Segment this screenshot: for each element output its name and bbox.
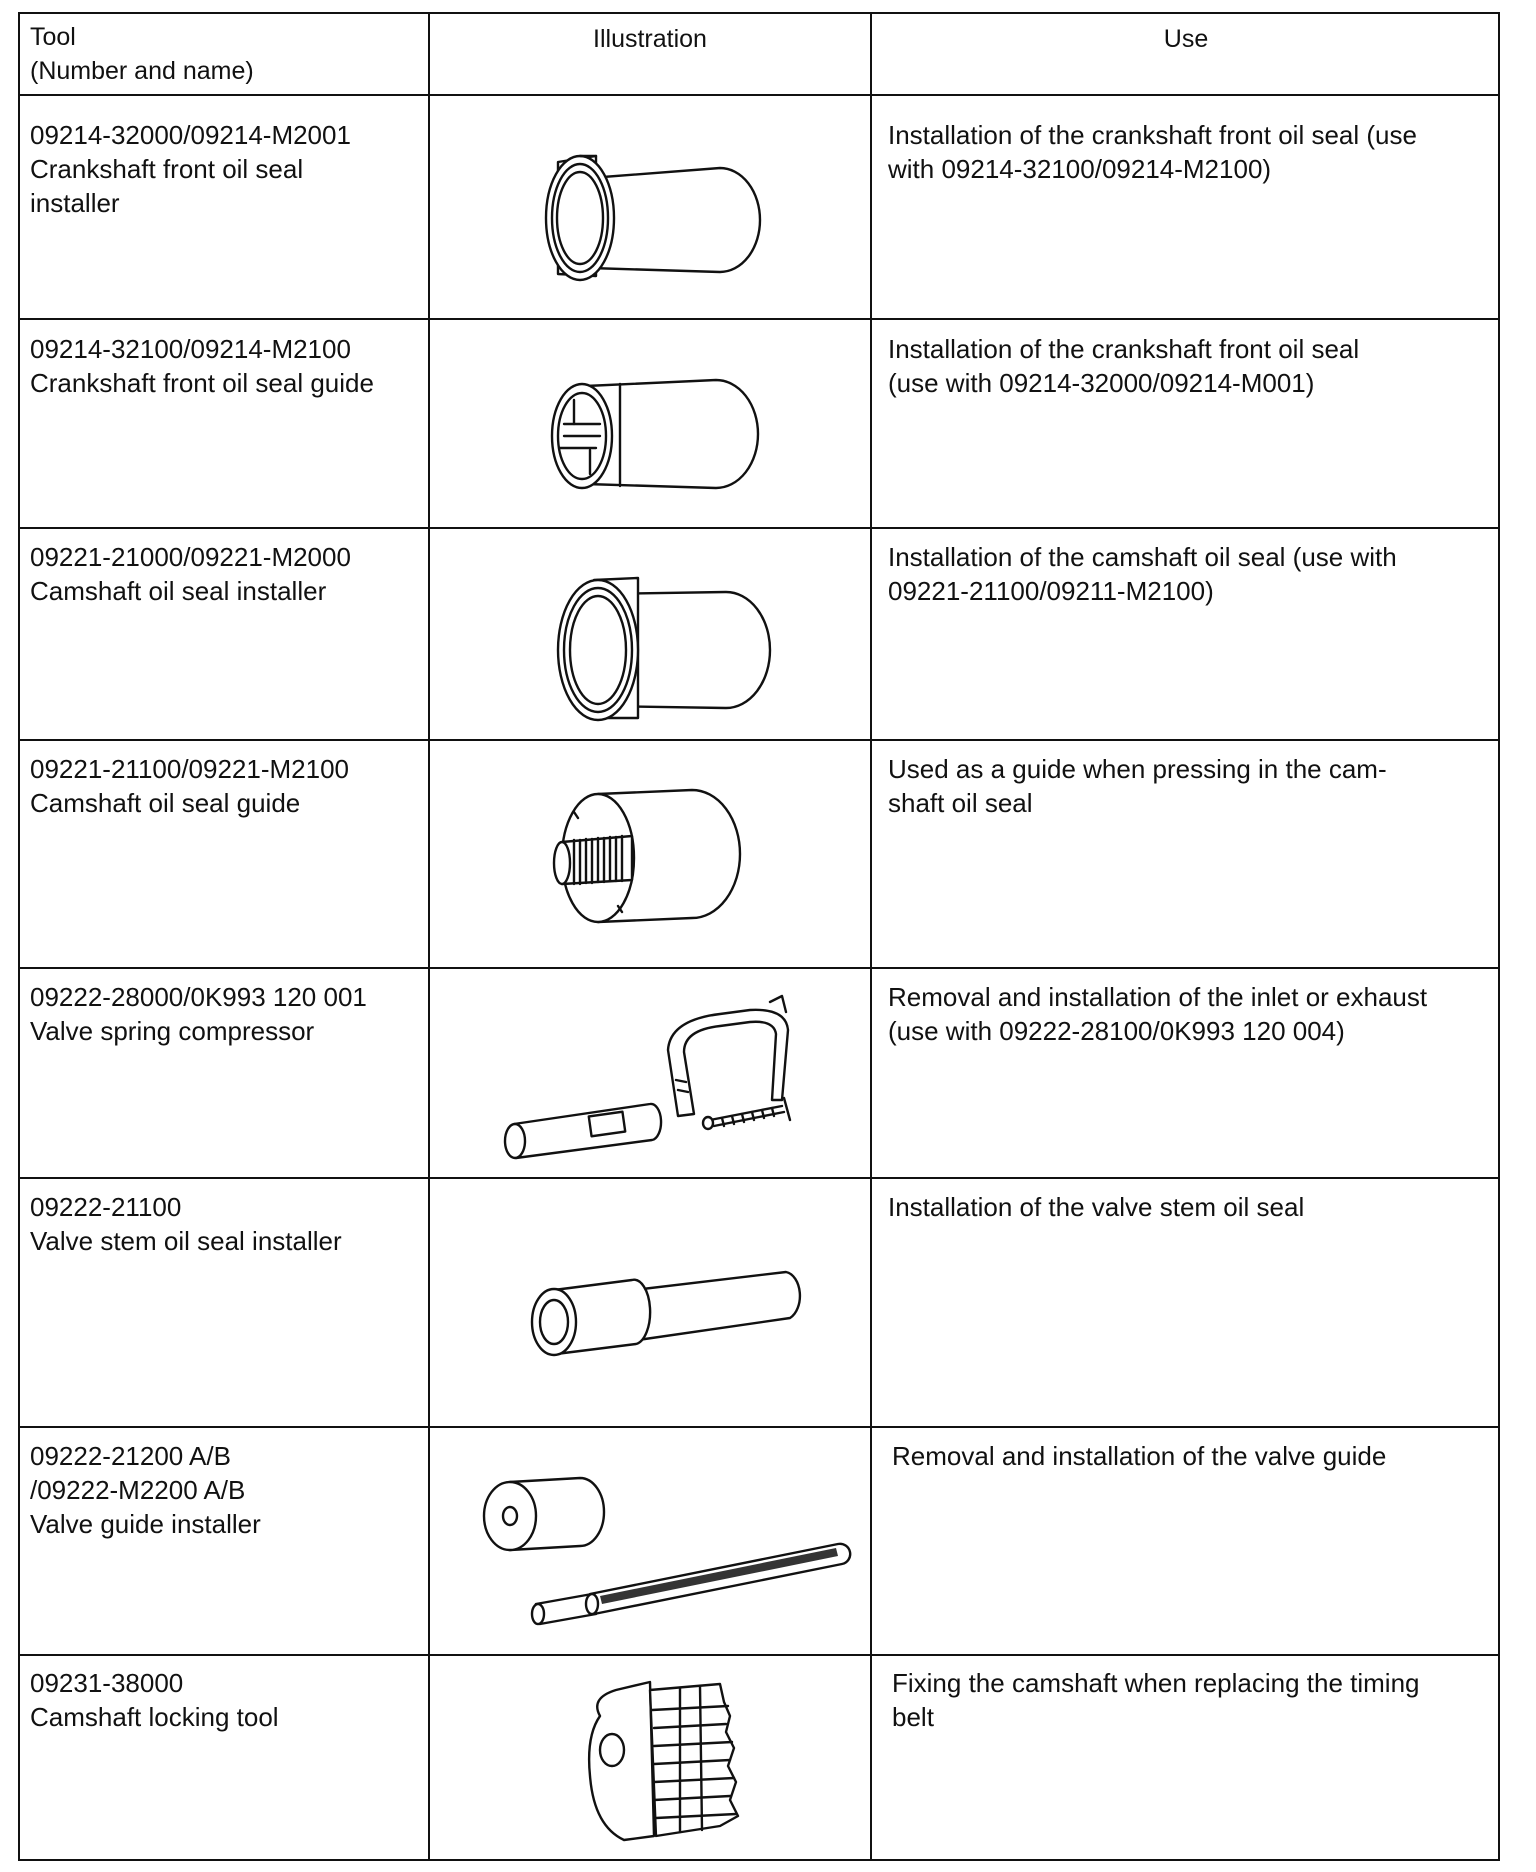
tool-cell: 09214-32100/09214-M2100 Crankshaft front oil seal guide (30, 334, 374, 398)
row-divider (20, 527, 1498, 529)
valve-guide-installer-illustration (480, 1474, 860, 1624)
camshaft-locking-tool-illustration (560, 1676, 760, 1846)
crankshaft-oil-seal-installer-illustration (540, 148, 800, 288)
tool-cell: 09231-38000 Camshaft locking tool (30, 1668, 279, 1732)
tool-cell: 09222-21200 A/B /09222-M2200 A/B Valve guide installer (30, 1441, 261, 1539)
use-cell: Fixing the camshaft when replacing the timing belt (892, 1668, 1420, 1732)
use-cell: Installation of the valve stem oil seal (888, 1192, 1305, 1222)
header-illustration: Illustration (593, 25, 707, 53)
tool-cell: 09214-32000/09214-M2001 Crankshaft front oil seal installer (30, 120, 351, 218)
row-divider (20, 1654, 1498, 1656)
row-divider (20, 967, 1498, 969)
row-divider (20, 739, 1498, 741)
special-tools-table (18, 12, 1500, 1861)
use-cell: Removal and installation of the valve guide (892, 1441, 1387, 1471)
tool-cell: 09222-28000/0K993 120 001 Valve spring compressor (30, 982, 367, 1046)
crankshaft-oil-seal-guide-illustration (546, 370, 786, 500)
column-divider (428, 14, 430, 1859)
row-divider (20, 1426, 1498, 1428)
tool-cell: 09221-21100/09221-M2100 Camshaft oil seal guide (30, 754, 350, 818)
row-divider (20, 318, 1498, 320)
header-use: Use (1163, 25, 1209, 53)
row-divider (20, 94, 1498, 96)
valve-stem-seal-installer-illustration (524, 1260, 824, 1380)
use-cell: Used as a guide when pressing in the cam- shaft oil seal (888, 754, 1387, 818)
use-cell: Removal and installation of the inlet or exhaust (use with 09222-28100/0K993 120 004) (888, 982, 1428, 1046)
header-tool: Tool (Number and name) (30, 23, 254, 85)
use-cell: Installation of the crankshaft front oil seal (use with 09214-32100/09214-M2100) (888, 120, 1417, 184)
use-cell: Installation of the crankshaft front oil seal (use with 09214-32000/09214-M001) (888, 334, 1360, 398)
column-divider (870, 14, 872, 1859)
camshaft-oil-seal-installer-illustration (554, 570, 794, 726)
tool-cell: 09221-21000/09221-M2000 Camshaft oil seal installer (30, 542, 351, 606)
row-divider (20, 1177, 1498, 1179)
tool-cell: 09222-21100 Valve stem oil seal installer (30, 1192, 342, 1256)
valve-spring-compressor-illustration (500, 990, 840, 1170)
use-cell: Installation of the camshaft oil seal (use with 09221-21100/09211-M2100) (888, 542, 1397, 606)
camshaft-oil-seal-guide-illustration (552, 784, 772, 934)
